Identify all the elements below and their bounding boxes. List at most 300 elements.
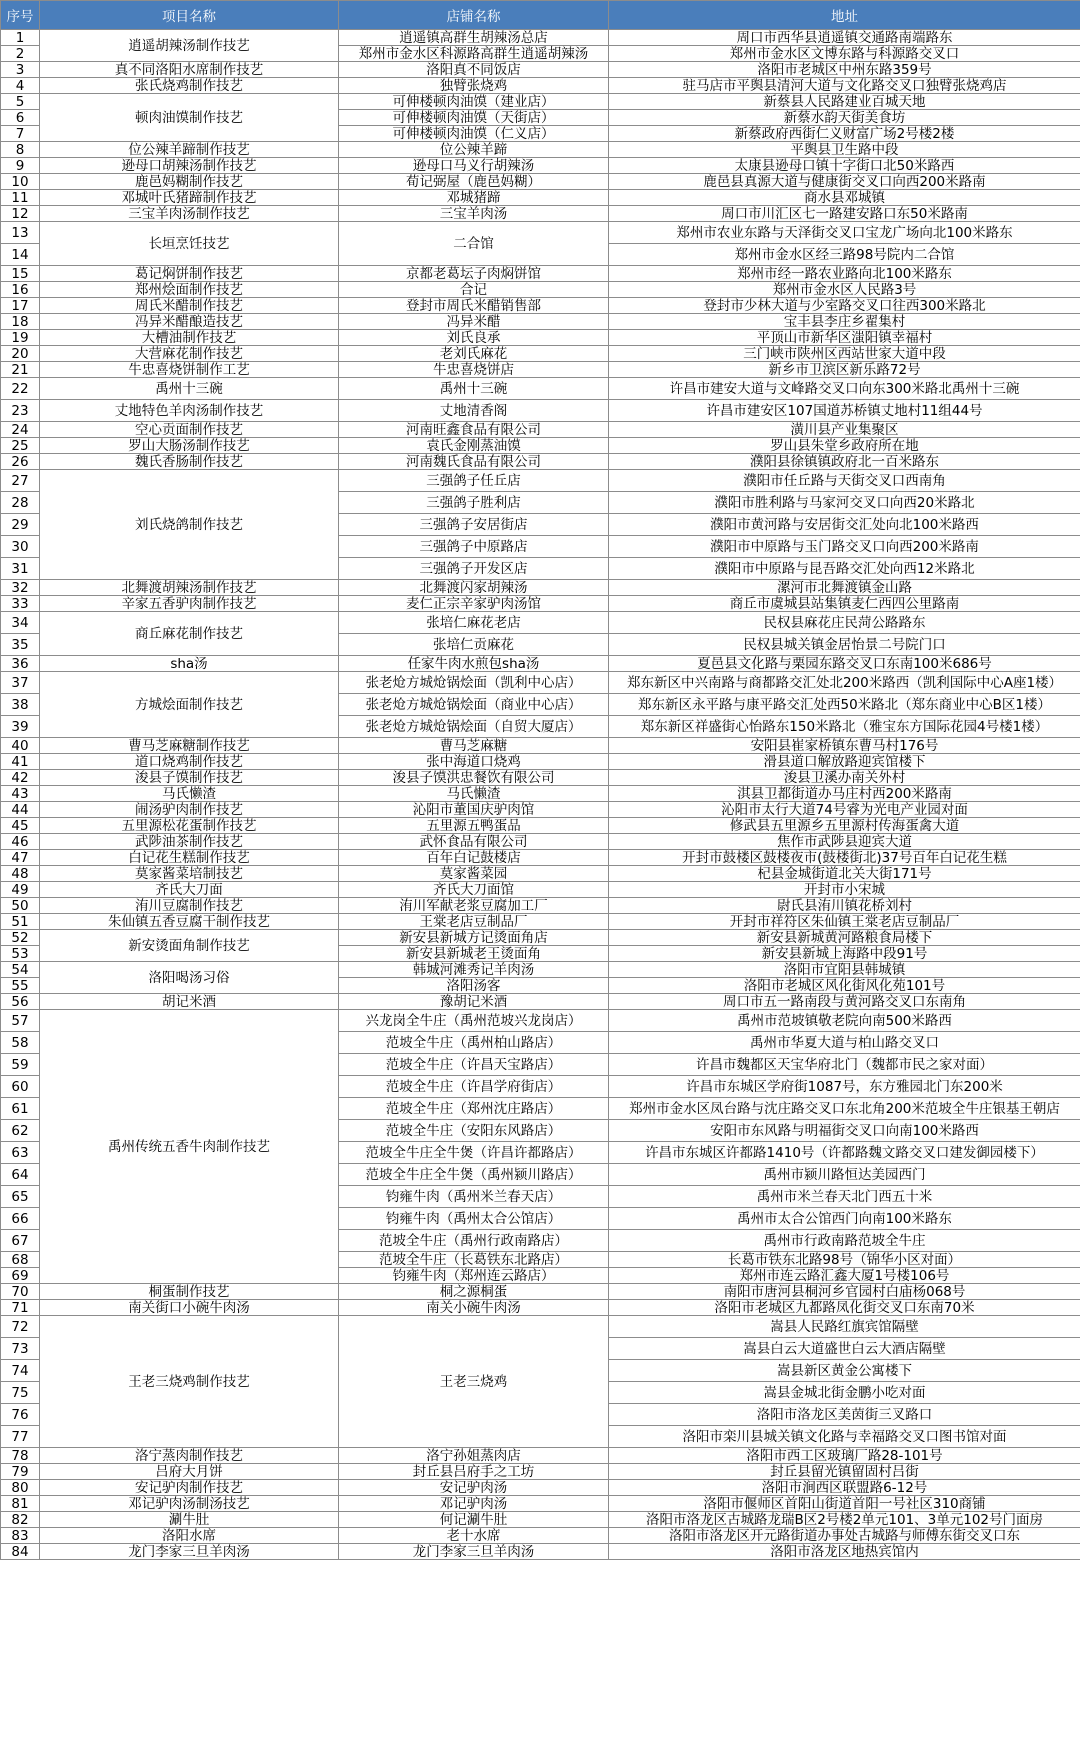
address-cell: 洛阳市老城区九都路凤化街交叉口东南70米 [609,1300,1080,1316]
shop-name-cell: 钧雍牛肉（禹州米兰春天店） [339,1186,609,1208]
row-index-cell: 45 [1,818,40,834]
shop-name-cell: 豫胡记米酒 [339,994,609,1010]
shop-name-cell: 龙门李家三旦羊肉汤 [339,1544,609,1560]
shop-name-cell: 范坡全牛庄（许昌天宝路店） [339,1054,609,1076]
shop-name-cell: 洛阳真不同饭店 [339,62,609,78]
header-index: 序号 [1,1,40,30]
row-index-cell: 70 [1,1284,40,1300]
row-index-cell: 40 [1,738,40,754]
table-row [1,1316,1080,1338]
address-cell: 禹州市范坡镇敬老院向南500米路西 [609,1010,1080,1032]
row-index-cell: 26 [1,454,40,470]
row-index-cell: 37 [1,672,40,694]
address-cell: 南阳市唐河县桐河乡官园村白庙杨068号 [609,1284,1080,1300]
row-index-cell: 59 [1,1054,40,1076]
shop-name-cell: 牛忠喜烧饼店 [339,362,609,378]
row-index-cell: 44 [1,802,40,818]
address-cell: 郑州市连云路汇鑫大厦1号楼106号 [609,1268,1080,1284]
shop-name-cell: 荀记弼屋（鹿邑妈糊） [339,174,609,190]
project-name-cell: 吕府大月饼 [40,1464,339,1480]
project-name-cell: 冯异米醋酿造技艺 [40,314,339,330]
table-row [1,94,1080,110]
project-name-cell: 洛阳水席 [40,1528,339,1544]
table-row [1,754,1080,770]
shop-name-cell: 合记 [339,282,609,298]
address-cell: 民权县城关镇金居怡景二号院门口 [609,634,1080,656]
address-cell: 周口市西华县逍遥镇交通路南端路东 [609,30,1080,46]
shop-name-cell: 丈地清香阁 [339,400,609,422]
address-cell: 漯河市北舞渡镇金山路 [609,580,1080,596]
table-row [1,914,1080,930]
table-header-row [1,1,1080,30]
shop-name-cell: 老十水席 [339,1528,609,1544]
row-index-cell: 5 [1,94,40,110]
row-index-cell: 82 [1,1512,40,1528]
address-cell: 安阳县崔家桥镇东曹马村176号 [609,738,1080,754]
address-cell: 郑州市金水区凤台路与沈庄路交叉口东北角200米范坡全牛庄银基王朝店 [609,1098,1080,1120]
row-index-cell: 39 [1,716,40,738]
table-row [1,818,1080,834]
address-cell: 商丘市虞城县站集镇麦仁西四公里路南 [609,596,1080,612]
address-cell: 太康县逊母口镇十字街口北50米路西 [609,158,1080,174]
address-cell: 登封市少林大道与少室路交叉口往西300米路北 [609,298,1080,314]
project-name-cell: 方城烩面制作技艺 [40,672,339,738]
row-index-cell: 78 [1,1448,40,1464]
address-cell: 周口市五一路南段与黄河路交叉口东南角 [609,994,1080,1010]
shop-name-cell: 张培仁麻花老店 [339,612,609,634]
table-row [1,866,1080,882]
shop-name-cell: 洛阳汤客 [339,978,609,994]
shop-name-cell: 南关小碗牛肉汤 [339,1300,609,1316]
shop-name-cell: 范坡全牛庄全牛煲（禹州颍川路店） [339,1164,609,1186]
project-name-cell: 浚县子馍制作技艺 [40,770,339,786]
address-cell: 洛阳市洛龙区地热宾馆内 [609,1544,1080,1560]
table-row [1,78,1080,94]
shop-name-cell: 登封市周氏米醋销售部 [339,298,609,314]
shop-name-cell: 百年白记鼓楼店 [339,850,609,866]
row-index-cell: 23 [1,400,40,422]
table-row [1,786,1080,802]
address-cell: 许昌市魏都区天宝华府北门（魏都市民之家对面） [609,1054,1080,1076]
project-name-cell: 涮牛肚 [40,1512,339,1528]
row-index-cell: 14 [1,244,40,266]
row-index-cell: 17 [1,298,40,314]
table-row [1,400,1080,422]
row-index-cell: 31 [1,558,40,580]
address-cell: 周口市川汇区七一路建安路口东50米路南 [609,206,1080,222]
row-index-cell: 35 [1,634,40,656]
project-name-cell: 逍遥胡辣汤制作技艺 [40,30,339,62]
shop-name-cell: 桐之源桐蛋 [339,1284,609,1300]
row-index-cell: 51 [1,914,40,930]
table-row [1,282,1080,298]
address-cell: 洛阳市西工区玻璃厂路28-101号 [609,1448,1080,1464]
row-index-cell: 10 [1,174,40,190]
project-name-cell: 空心贡面制作技艺 [40,422,339,438]
address-cell: 郑州市金水区文博东路与科源路交叉口 [609,46,1080,62]
row-index-cell: 69 [1,1268,40,1284]
row-index-cell: 34 [1,612,40,634]
row-index-cell: 64 [1,1164,40,1186]
row-index-cell: 68 [1,1252,40,1268]
address-cell: 开封市小宋城 [609,882,1080,898]
row-index-cell: 46 [1,834,40,850]
address-cell: 商水县邓城镇 [609,190,1080,206]
address-cell: 三门峡市陕州区西站世家大道中段 [609,346,1080,362]
table-row [1,206,1080,222]
address-cell: 新蔡县人民路建业百城天地 [609,94,1080,110]
project-name-cell: 郑州烩面制作技艺 [40,282,339,298]
project-name-cell: 张氏烧鸡制作技艺 [40,78,339,94]
table-row [1,378,1080,400]
project-name-cell: 真不同洛阳水席制作技艺 [40,62,339,78]
table-row [1,190,1080,206]
table-row [1,1464,1080,1480]
table-row [1,30,1080,46]
project-name-cell: 王老三烧鸡制作技艺 [40,1316,339,1448]
table-row [1,802,1080,818]
row-index-cell: 18 [1,314,40,330]
shop-name-cell: 麦仁正宗辛家驴肉汤馆 [339,596,609,612]
row-index-cell: 55 [1,978,40,994]
table-row [1,882,1080,898]
shop-name-cell: 范坡全牛庄（郑州沈庄路店） [339,1098,609,1120]
row-index-cell: 27 [1,470,40,492]
shop-name-cell: 何记涮牛肚 [339,1512,609,1528]
shop-name-cell: 马氏懒渣 [339,786,609,802]
row-index-cell: 72 [1,1316,40,1338]
shop-name-cell: 张老炝方城炝锅烩面（凯利中心店） [339,672,609,694]
address-cell: 濮阳县徐镇镇政府北一百米路东 [609,454,1080,470]
row-index-cell: 24 [1,422,40,438]
address-cell: 鹿邑县真源大道与健康街交叉口向西200米路南 [609,174,1080,190]
shop-name-cell: 浚县子馍洪忠餐饮有限公司 [339,770,609,786]
address-cell: 濮阳市黄河路与安居街交汇处向北100米路西 [609,514,1080,536]
address-cell: 洛阳市洛龙区美茵街三叉路口 [609,1404,1080,1426]
address-cell: 新蔡政府西街仁义财富广场2号楼2楼 [609,126,1080,142]
project-name-cell: 北舞渡胡辣汤制作技艺 [40,580,339,596]
project-name-cell: sha汤 [40,656,339,672]
project-name-cell: 朱仙镇五香豆腐干制作技艺 [40,914,339,930]
row-index-cell: 33 [1,596,40,612]
project-name-cell: 邓城叶氏猪蹄制作技艺 [40,190,339,206]
row-index-cell: 77 [1,1426,40,1448]
row-index-cell: 47 [1,850,40,866]
shop-name-cell: 三强鸽子中原路店 [339,536,609,558]
row-index-cell: 19 [1,330,40,346]
table-row [1,346,1080,362]
table-row [1,422,1080,438]
shop-name-cell: 可伸楼顿肉油馍（建业店） [339,94,609,110]
address-cell: 长葛市铁东北路98号（锦华小区对面） [609,1252,1080,1268]
project-name-cell: 新安烫面角制作技艺 [40,930,339,962]
row-index-cell: 30 [1,536,40,558]
row-index-cell: 71 [1,1300,40,1316]
address-cell: 郑东新区祥盛街心怡路东150米路北（雅宝东方国际花园4号楼1楼） [609,716,1080,738]
address-cell: 潢川县产业集聚区 [609,422,1080,438]
table-row [1,1480,1080,1496]
project-name-cell: 大营麻花制作技艺 [40,346,339,362]
address-cell: 平舆县卫生路中段 [609,142,1080,158]
table-body [1,30,1080,1560]
shop-name-cell: 老刘氏麻花 [339,346,609,362]
table-row [1,930,1080,946]
row-index-cell: 57 [1,1010,40,1032]
address-cell: 许昌市东城区许都路1410号（许都路魏文路交叉口建发御园楼下） [609,1142,1080,1164]
table-row [1,158,1080,174]
address-cell: 濮阳市任丘路与天街交叉口西南角 [609,470,1080,492]
address-cell: 嵩县人民路红旗宾馆隔壁 [609,1316,1080,1338]
shop-name-cell: 袁氏金刚蒸油馍 [339,438,609,454]
project-name-cell: 齐氏大刀面 [40,882,339,898]
address-cell: 杞县金城街道北关大街171号 [609,866,1080,882]
shop-name-cell: 范坡全牛庄（安阳东风路店） [339,1120,609,1142]
table-row [1,770,1080,786]
row-index-cell: 12 [1,206,40,222]
shop-name-cell: 新安县新城老王烫面角 [339,946,609,962]
shop-name-cell: 张老炝方城炝锅烩面（商业中心店） [339,694,609,716]
shop-name-cell: 逊母口马义行胡辣汤 [339,158,609,174]
address-cell: 洛阳市洛龙区古城路龙瑞B区2号楼2单元101、3单元102号门面房 [609,1512,1080,1528]
project-name-cell: 逊母口胡辣汤制作技艺 [40,158,339,174]
row-index-cell: 13 [1,222,40,244]
row-index-cell: 66 [1,1208,40,1230]
address-cell: 宝丰县李庄乡翟集村 [609,314,1080,330]
row-index-cell: 83 [1,1528,40,1544]
address-cell: 嵩县白云大道盛世白云大酒店隔壁 [609,1338,1080,1360]
row-index-cell: 84 [1,1544,40,1560]
project-name-cell: 桐蛋制作技艺 [40,1284,339,1300]
project-name-cell: 闹汤驴肉制作技艺 [40,802,339,818]
address-cell: 洛阳市偃师区首阳山街道首阳一号社区310商铺 [609,1496,1080,1512]
address-cell: 郑东新区永平路与康平路交汇处西50米路北（郑东商业中心B区1楼） [609,694,1080,716]
row-index-cell: 73 [1,1338,40,1360]
row-index-cell: 41 [1,754,40,770]
table-row [1,1528,1080,1544]
address-cell: 郑州市金水区经三路98号院内二合馆 [609,244,1080,266]
project-name-cell: 牛忠喜烧饼制作工艺 [40,362,339,378]
row-index-cell: 6 [1,110,40,126]
row-index-cell: 36 [1,656,40,672]
row-index-cell: 1 [1,30,40,46]
table-row [1,298,1080,314]
shop-name-cell: 郑州市金水区科源路高群生逍遥胡辣汤 [339,46,609,62]
shop-name-cell: 韩城河滩秀记羊肉汤 [339,962,609,978]
project-name-cell: 商丘麻花制作技艺 [40,612,339,656]
project-name-cell: 刘氏烧鸽制作技艺 [40,470,339,580]
row-index-cell: 67 [1,1230,40,1252]
address-cell: 郑州市金水区人民路3号 [609,282,1080,298]
project-name-cell: 洛宁蒸肉制作技艺 [40,1448,339,1464]
row-index-cell: 16 [1,282,40,298]
shop-name-cell: 河南旺鑫食品有限公司 [339,422,609,438]
address-cell: 平顶山市新华区滍阳镇幸福村 [609,330,1080,346]
project-name-cell: 周氏米醋制作技艺 [40,298,339,314]
table-row [1,470,1080,492]
row-index-cell: 62 [1,1120,40,1142]
address-cell: 封丘县留光镇留固村吕街 [609,1464,1080,1480]
address-cell: 禹州市颍川路恒达美园西门 [609,1164,1080,1186]
address-cell: 洛阳市栾川县城关镇文化路与幸福路交叉口图书馆对面 [609,1426,1080,1448]
table-row [1,454,1080,470]
shop-name-cell: 可伸楼顿肉油馍（仁义店） [339,126,609,142]
row-index-cell: 80 [1,1480,40,1496]
address-cell: 民权县麻花庄民菏公路路东 [609,612,1080,634]
row-index-cell: 54 [1,962,40,978]
address-cell: 滑县道口解放路迎宾馆楼下 [609,754,1080,770]
row-index-cell: 79 [1,1464,40,1480]
shop-name-cell: 范坡全牛庄（禹州柏山路店） [339,1032,609,1054]
shop-name-cell: 沁阳市董国庆驴肉馆 [339,802,609,818]
table-row [1,1512,1080,1528]
row-index-cell: 25 [1,438,40,454]
address-cell: 夏邑县文化路与栗园东路交叉口东南100米686号 [609,656,1080,672]
shop-name-cell: 可伸楼顿肉油馍（天街店） [339,110,609,126]
shop-name-cell: 刘氏良承 [339,330,609,346]
header-project: 项目名称 [40,1,339,30]
table-row [1,612,1080,634]
row-index-cell: 7 [1,126,40,142]
address-cell: 郑州市农业东路与天泽街交叉口宝龙广场向北100米路东 [609,222,1080,244]
address-cell: 新蔡水韵天街美食坊 [609,110,1080,126]
shop-name-cell: 三强鸽子任丘店 [339,470,609,492]
address-cell: 许昌市东城区学府街1087号，东方雅园北门东200米 [609,1076,1080,1098]
row-index-cell: 56 [1,994,40,1010]
project-name-cell: 葛记焖饼制作技艺 [40,266,339,282]
project-name-cell: 三宝羊肉汤制作技艺 [40,206,339,222]
project-name-cell: 龙门李家三旦羊肉汤 [40,1544,339,1560]
row-index-cell: 32 [1,580,40,596]
table-row [1,596,1080,612]
address-cell: 嵩县金城北街金鹏小吃对面 [609,1382,1080,1404]
table-row [1,142,1080,158]
table-row [1,1496,1080,1512]
shop-name-cell: 范坡全牛庄（长葛铁东北路店） [339,1252,609,1268]
table-row [1,1544,1080,1560]
header-address: 地址 [609,1,1080,30]
project-name-cell: 五里源松花蛋制作技艺 [40,818,339,834]
project-name-cell: 辛家五香驴肉制作技艺 [40,596,339,612]
project-name-cell: 胡记米酒 [40,994,339,1010]
address-cell: 开封市鼓楼区鼓楼夜市(鼓楼街北)37号百年白记花生糕 [609,850,1080,866]
row-index-cell: 48 [1,866,40,882]
row-index-cell: 2 [1,46,40,62]
row-index-cell: 81 [1,1496,40,1512]
address-cell: 尉氏县洧川镇花桥刘村 [609,898,1080,914]
shop-name-cell: 冯异米醋 [339,314,609,330]
row-index-cell: 22 [1,378,40,400]
row-index-cell: 61 [1,1098,40,1120]
address-cell: 修武县五里源乡五里源村传海蛋禽大道 [609,818,1080,834]
address-cell: 罗山县朱堂乡政府所在地 [609,438,1080,454]
project-name-cell: 安记驴肉制作技艺 [40,1480,339,1496]
address-cell: 禹州市行政南路范坡全牛庄 [609,1230,1080,1252]
table-row [1,962,1080,978]
shop-name-cell: 五里源五鸭蛋品 [339,818,609,834]
project-name-cell: 白记花生糕制作技艺 [40,850,339,866]
address-cell: 洛阳市涧西区联盟路6-12号 [609,1480,1080,1496]
shop-name-cell: 河南魏氏食品有限公司 [339,454,609,470]
row-index-cell: 15 [1,266,40,282]
address-cell: 嵩县新区黄金公寓楼下 [609,1360,1080,1382]
shop-name-cell: 齐氏大刀面馆 [339,882,609,898]
row-index-cell: 11 [1,190,40,206]
project-name-cell: 洛阳喝汤习俗 [40,962,339,994]
shop-name-cell: 二合馆 [339,222,609,266]
shop-name-cell: 三强鸽子开发区店 [339,558,609,580]
project-name-cell: 鹿邑妈糊制作技艺 [40,174,339,190]
row-index-cell: 43 [1,786,40,802]
address-cell: 驻马店市平舆县清河大道与文化路交叉口独臂张烧鸡店 [609,78,1080,94]
table-row [1,1284,1080,1300]
shop-name-cell: 钧雍牛肉（禹州太合公馆店） [339,1208,609,1230]
address-cell: 焦作市武陟县迎宾大道 [609,834,1080,850]
table-row [1,174,1080,190]
address-cell: 淇县卫都街道办马庄村西200米路南 [609,786,1080,802]
shop-name-cell: 新安县新城方记烫面角店 [339,930,609,946]
shop-name-cell: 钧雍牛肉（郑州连云路店） [339,1268,609,1284]
row-index-cell: 53 [1,946,40,962]
project-name-cell: 大槽油制作技艺 [40,330,339,346]
project-name-cell: 莫家酱菜培制技艺 [40,866,339,882]
shop-name-cell: 莫家酱菜园 [339,866,609,882]
shop-name-cell: 张中海道口烧鸡 [339,754,609,770]
shop-name-cell: 兴龙岗全牛庄（禹州范坡兴龙岗店） [339,1010,609,1032]
table-row [1,738,1080,754]
address-cell: 郑州市经一路农业路向北100米路东 [609,266,1080,282]
row-index-cell: 76 [1,1404,40,1426]
table-row [1,1448,1080,1464]
table-row [1,266,1080,282]
address-cell: 郑东新区中兴南路与商都路交汇处北200米路西（凯利国际中心A座1楼） [609,672,1080,694]
table-row [1,656,1080,672]
row-index-cell: 49 [1,882,40,898]
address-cell: 洛阳市洛龙区开元路街道办事处古城路与师傅东街交叉口东 [609,1528,1080,1544]
table-row [1,438,1080,454]
row-index-cell: 63 [1,1142,40,1164]
table-row [1,898,1080,914]
shop-name-cell: 位公辣羊蹄 [339,142,609,158]
address-cell: 洛阳市宜阳县韩城镇 [609,962,1080,978]
project-name-cell: 洧川豆腐制作技艺 [40,898,339,914]
address-cell: 安阳市东风路与明福街交叉口向南100米路西 [609,1120,1080,1142]
address-cell: 濮阳市胜利路与马家河交叉口向西20米路北 [609,492,1080,514]
project-name-cell: 长垣烹饪技艺 [40,222,339,266]
address-cell: 浚县卫溪办南关外村 [609,770,1080,786]
address-cell: 许昌市建安大道与文峰路交叉口向东300米路北禹州十三碗 [609,378,1080,400]
table-row [1,314,1080,330]
shop-name-cell: 封丘县吕府手之工坊 [339,1464,609,1480]
shop-name-cell: 王棠老店豆制品厂 [339,914,609,930]
address-cell: 禹州市米兰春天北门西五十米 [609,1186,1080,1208]
row-index-cell: 29 [1,514,40,536]
project-name-cell: 南关街口小碗牛肉汤 [40,1300,339,1316]
address-cell: 开封市祥符区朱仙镇王棠老店豆制品厂 [609,914,1080,930]
table-row [1,1010,1080,1032]
project-name-cell: 位公辣羊蹄制作技艺 [40,142,339,158]
project-name-cell: 丈地特色羊肉汤制作技艺 [40,400,339,422]
row-index-cell: 42 [1,770,40,786]
address-cell: 新乡市卫滨区新乐路72号 [609,362,1080,378]
shop-name-cell: 三强鸽子胜利店 [339,492,609,514]
project-name-cell: 禹州十三碗 [40,378,339,400]
row-index-cell: 60 [1,1076,40,1098]
table-row [1,580,1080,596]
project-name-cell: 魏氏香肠制作技艺 [40,454,339,470]
table-row [1,834,1080,850]
shop-name-cell: 武怀食品有限公司 [339,834,609,850]
shop-name-cell: 独臂张烧鸡 [339,78,609,94]
